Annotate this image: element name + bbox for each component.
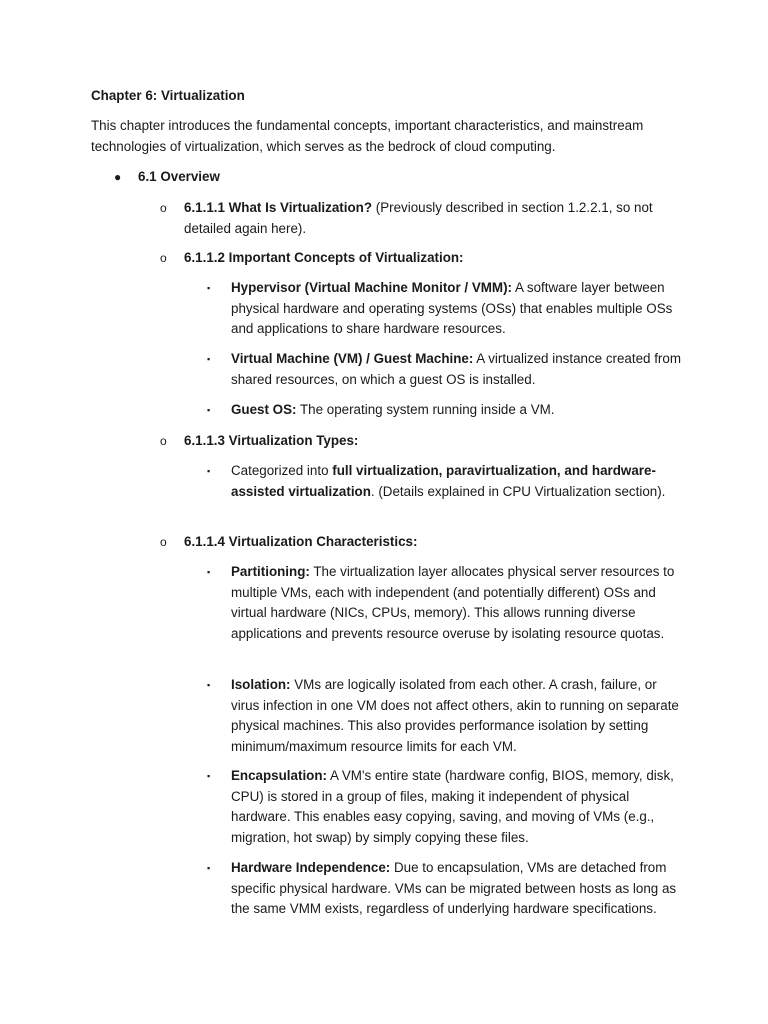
term: Encapsulation: bbox=[231, 768, 327, 783]
circle-bullet-icon: o bbox=[160, 251, 167, 265]
definition: VMs are logically isolated from each other. A crash, failure, or virus infection in one VM does not affect others, akin to running on separate physical machines. This also provides performance isolation by setting minimum/maximum resource limits for each VM. bbox=[231, 677, 679, 754]
square-bullet-icon: ▪ bbox=[207, 283, 211, 293]
subsection-heading: 6.1.1.4 Virtualization Characteristics: bbox=[184, 534, 418, 549]
item-prefix: Categorized into bbox=[231, 463, 333, 478]
term: Hardware Independence: bbox=[231, 860, 391, 875]
definition: A software layer between physical hardware and operating systems (OSs) that enables multiple OSs and applications to share hardware resources. bbox=[231, 280, 673, 337]
square-bullet-icon: ▪ bbox=[207, 771, 211, 781]
disc-bullet-icon: ● bbox=[114, 170, 122, 184]
term: Hypervisor (Virtual Machine Monitor / VMM): bbox=[231, 280, 512, 295]
circle-bullet-icon: o bbox=[160, 434, 167, 448]
definition: A VM's entire state (hardware config, BIOS, memory, disk, CPU) is stored in a group of files, making it independent of physical hardware. This enables easy copying, saving, and moving of VMs (e.g., migration, hot swap) by simply copying these files. bbox=[231, 768, 674, 845]
definition: A virtualized instance created from shared resources, on which a guest OS is installed. bbox=[231, 351, 681, 387]
circle-bullet-icon: o bbox=[160, 201, 167, 215]
definition: . (Details explained in CPU Virtualization section). bbox=[370, 483, 666, 499]
intro-paragraph: This chapter introduces the fundamental concepts, important characteristics, and mainstream technologies of virtualization, which serves as the bedrock of cloud computing. bbox=[91, 118, 644, 154]
square-bullet-icon: ▪ bbox=[207, 466, 211, 476]
term: Virtual Machine (VM) / Guest Machine: bbox=[231, 351, 474, 366]
definition: The virtualization layer allocates physical server resources to multiple VMs, each with independent (and potentially different) OSs and virtual hardware (NICs, CPUs, memory). This allows running diverse applications and prevents resource overuse by isolating resource quotas. bbox=[231, 564, 675, 641]
chapter-title: Chapter 6: Virtualization bbox=[91, 88, 245, 103]
subsection-text: (Previously described in section 1.2.2.1, so not detailed again here). bbox=[184, 200, 653, 236]
definition: The operating system running inside a VM. bbox=[296, 402, 555, 417]
subsection-heading: 6.1.1.3 Virtualization Types: bbox=[184, 433, 359, 448]
circle-bullet-icon: o bbox=[160, 535, 167, 549]
square-bullet-icon: ▪ bbox=[207, 405, 211, 415]
square-bullet-icon: ▪ bbox=[207, 354, 211, 364]
subsection-heading: 6.1.1.1 What Is Virtualization? bbox=[184, 200, 373, 215]
term: full virtualization, paravirtualization, and hardware-assisted virtualization bbox=[231, 463, 656, 499]
definition: Due to encapsulation, VMs are detached from specific physical hardware. VMs can be migrated between hosts as long as the same VMM exists, regardless of underlying hardware specifications. bbox=[231, 860, 677, 917]
term: Guest OS: bbox=[231, 402, 297, 417]
square-bullet-icon: ▪ bbox=[207, 567, 211, 577]
term: Partitioning: bbox=[231, 564, 310, 579]
term: Isolation: bbox=[231, 677, 291, 692]
square-bullet-icon: ▪ bbox=[207, 863, 211, 873]
subsection-heading: 6.1.1.2 Important Concepts of Virtualization: bbox=[184, 250, 464, 265]
section-heading: 6.1 Overview bbox=[138, 169, 220, 184]
square-bullet-icon: ▪ bbox=[207, 680, 211, 690]
